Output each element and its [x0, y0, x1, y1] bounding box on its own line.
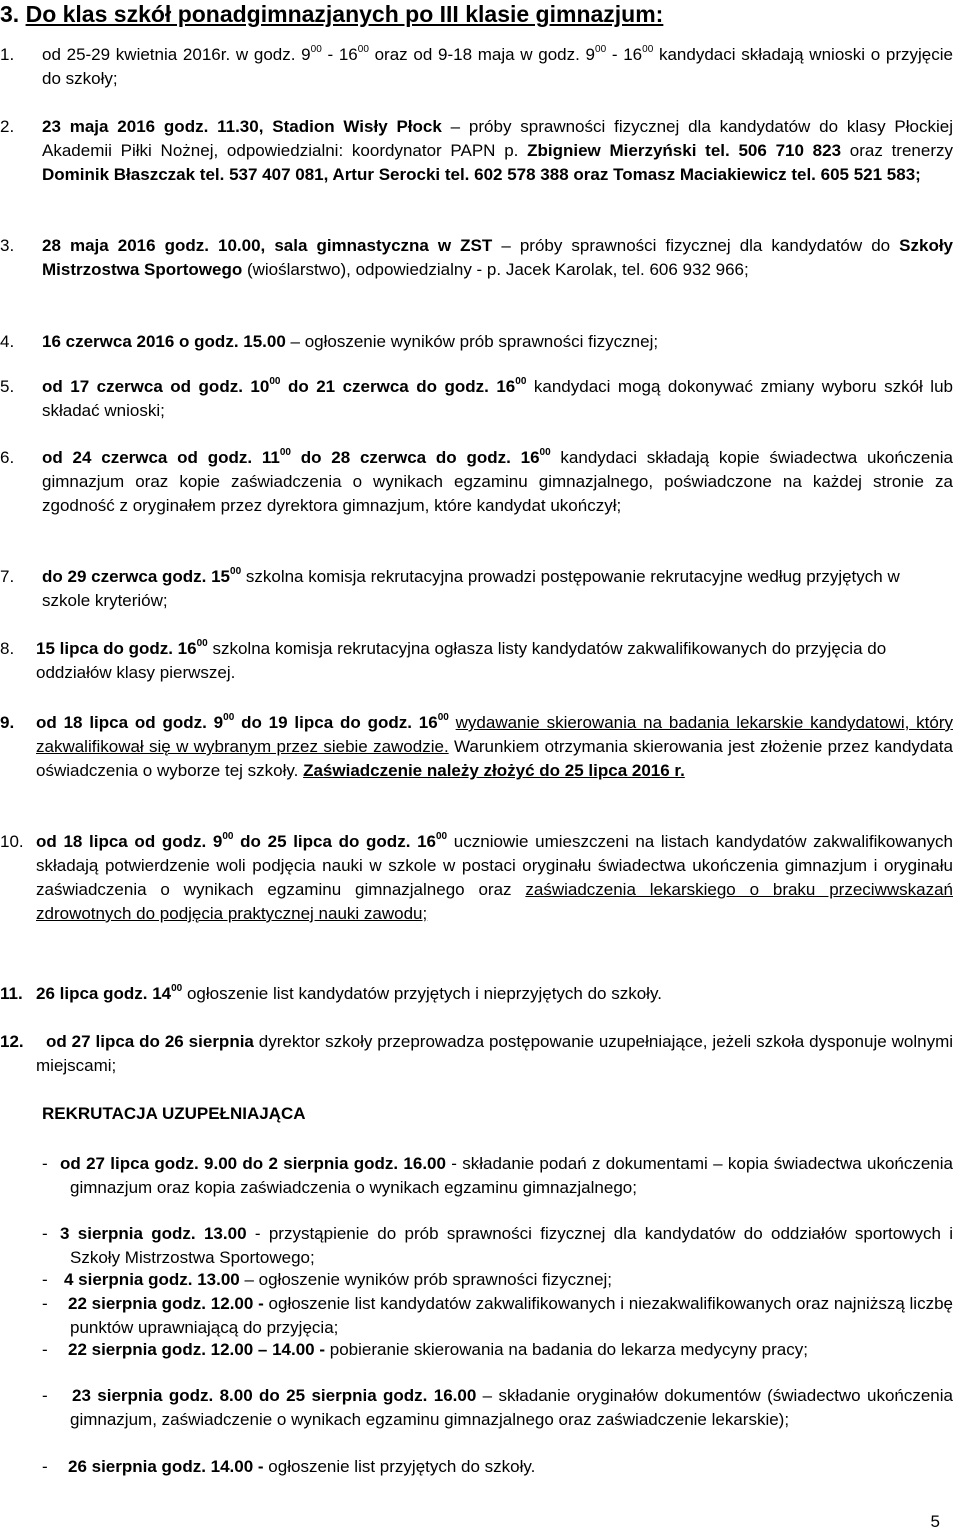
- supplementary-heading: REKRUTACJA UZUPEŁNIAJĄCA: [42, 1104, 306, 1123]
- item-number: 7.: [0, 567, 15, 586]
- section-title: Do klas szkół ponadgimnazjanych po III klasie gimnazjum:: [25, 1, 664, 27]
- item-number: 2.: [0, 117, 15, 136]
- item-number: 8.: [0, 639, 15, 658]
- item-text: od 17 czerwca od godz. $10^{00}$ do 21 czerwca do godz. $16^{00}$ kandydaci mogą dokonywać zmiany wyboru szkół lub składać wnioski;: [42, 376, 953, 420]
- supplementary-item-3: - 4 sierpnia godz. 13.00 – ogłoszenie wyników prób sprawności fizycznej;: [42, 1268, 953, 1292]
- item-number: 5.: [0, 377, 15, 396]
- item-text: 22 sierpnia godz. 12.00 – 14.00 - pobieranie skierowania na badania do lekarza medycyny pracy;: [68, 1340, 808, 1359]
- item-number: 12.: [0, 1032, 24, 1051]
- item-text: 16 czerwca 2016 o godz. 15.00 – ogłoszenie wyników prób sprawności fizycznej;: [42, 332, 659, 351]
- section-number: 3.: [0, 1, 20, 27]
- supplementary-item-4: - 22 sierpnia godz. 12.00 - ogłoszenie list kandydatów zakwalifikowanych i niezakwalifikowanych oraz najniższą liczbę punktów uprawniającą do przyjęcia;: [42, 1292, 953, 1340]
- supplementary-item-2: - 3 sierpnia godz. 13.00 - przystąpienie do prób sprawności fizycznej dla kandydatów do oddziałów sportowych i Szkoły Mistrzostwa Sportowego;: [42, 1222, 953, 1270]
- item-text: od 18 lipca od godz. $9^{00}$ do 25 lipca do godz. $16^{00}$ uczniowie umieszczeni na listach kandydatów zakwalifikowanych składają potwierdzenie woli podjęcia nauki w szkole w postaci oryginału świadectwa ukończenia gimnazjum i oryginału zaświadczenia o wynikach egzaminu gimnazjalnego oraz zaświadczenia lekarskiego o braku przeciwwskazań zdrowotnych do podjęcia praktycznej nauki zawodu;: [36, 831, 953, 923]
- item-text: 28 maja 2016 godz. 10.00, sala gimnastyczna w ZST – próby sprawności fizycznej dla kandydatów do Szkoły Mistrzostwa Sportowego (wioślarstwo), odpowiedzialny - p. Jacek Karolak, tel. 606 932 966;: [42, 236, 954, 279]
- item-text: do 29 czerwca godz. $15^{00}$ szkolna komisja rekrutacyjna prowadzi postępowanie rekrutacyjne według przyjętych w szkole kryteriów;: [42, 566, 900, 610]
- page-number: 5: [930, 1512, 940, 1531]
- section-heading: [0, 0, 960, 28]
- item-number: 4.: [0, 332, 15, 351]
- item-text: 26 sierpnia godz. 14.00 - ogłoszenie list przyjętych do szkoły.: [68, 1457, 536, 1476]
- item-text: 26 lipca godz. $14^{00}$ ogłoszenie list kandydatów przyjętych i nieprzyjętych do szkoły.: [36, 983, 662, 1003]
- item-number: 3.: [0, 236, 15, 255]
- item-text: od 27 lipca do 26 sierpnia dyrektor szkoły przeprowadza postępowanie uzupełniające, jeżeli szkoła dysponuje wolnymi miejscami;: [36, 1032, 954, 1075]
- item-text: od 27 lipca godz. 9.00 do 2 sierpnia godz. 16.00 - składanie podań z dokumentami – kopia świadectwa ukończenia gimnazjum oraz kopia zaświadczenia o wynikach egzaminu gimnazjalnego;: [60, 1154, 953, 1197]
- item-text: 23 maja 2016 godz. 11.30, Stadion Wisły Płock – próby sprawności fizycznej dla kandydatów do klasy Płockiej Akademii Piłki Nożnej, odpowiedzialni: koordynator PAPN p. Zbigniew Mierzyński tel. 506 710 823 oraz trenerzy Dominik Błaszczak tel. 537 407 081, Artur Serocki tel. 602 578 388 oraz Tomasz Maciakiewicz tel. 605 521 583;: [42, 117, 953, 184]
- item-number: 6.: [0, 448, 15, 467]
- item-text: 15 lipca do godz. $16^{00}$ szkolna komisja rekrutacyjna ogłasza listy kandydatów zakwalifikowanych do przyjęcia do oddziałów klasy pierwszej.: [36, 638, 887, 682]
- supplementary-item-1: - od 27 lipca godz. 9.00 do 2 sierpnia godz. 16.00 - składanie podań z dokumentami – kopia świadectwa ukończenia gimnazjum oraz kopia zaświadczenia o wynikach egzaminu gimnazjalnego;: [42, 1152, 953, 1200]
- item-number: 1.: [0, 45, 15, 64]
- item-text: 3 sierpnia godz. 13.00 - przystąpienie do prób sprawności fizycznej dla kandydatów do oddziałów sportowych i Szkoły Mistrzostwa Sportowego;: [60, 1224, 953, 1267]
- supplementary-item-7: - 26 sierpnia godz. 14.00 - ogłoszenie list przyjętych do szkoły.: [42, 1455, 953, 1479]
- item-text: 23 sierpnia godz. 8.00 do 25 sierpnia godz. 16.00 – składanie oryginałów dokumentów (świadectwo ukończenia gimnazjum, zaświadczenie o wynikach egzaminu gimnazjalnego oraz zaświadczenie lekarskie);: [70, 1386, 953, 1429]
- item-text: 22 sierpnia godz. 12.00 - ogłoszenie list kandydatów zakwalifikowanych i niezakwalifikowanych oraz najniższą liczbę punktów uprawniającą do przyjęcia;: [68, 1294, 953, 1337]
- item-number: 10.: [0, 832, 24, 851]
- item-text: od 25-29 kwietnia 2016r. w godz. $9^{00} - 16^{00}$ oraz od 9-18 maja w godz. $9^{00} - 16^{00}$ kandydaci składają wnioski o przyjęcie do szkoły;: [42, 44, 953, 88]
- supplementary-item-5: - 22 sierpnia godz. 12.00 – 14.00 - pobieranie skierowania na badania do lekarza medycyny pracy;: [42, 1338, 953, 1362]
- item-text: od 24 czerwca od godz. $11^{00}$ do 28 czerwca do godz. $16^{00}$ kandydaci składają kopie świadectwa ukończenia gimnazjum oraz kopie zaświadczenia o wynikach egzaminu gimnazjalnego, poświadczone na każdej stronie za zgodność z oryginałem przez dyrektora gimnazjum, które kandydat ukończył;: [42, 447, 953, 515]
- item-number: 9.: [0, 713, 15, 732]
- item-text: 4 sierpnia godz. 13.00 – ogłoszenie wyników prób sprawności fizycznej;: [64, 1270, 613, 1289]
- item-text: od 18 lipca od godz. $9^{00}$ do 19 lipca do godz. $16^{00}$ wydawanie skierowania na badania lekarskie kandydatowi, który zakwalifikował się w wybranym przez siebie zawodzie. Warunkiem otrzymania skierowania jest złożenie przez kandydata oświadczenia o wyborze tej szkoły. Zaświadczenie należy złożyć do 25 lipca 2016 r.: [36, 712, 954, 780]
- supplementary-item-6: - 23 sierpnia godz. 8.00 do 25 sierpnia godz. 16.00 – składanie oryginałów dokumentów (świadectwo ukończenia gimnazjum, zaświadczenie o wynikach egzaminu gimnazjalnego oraz zaświadczenie lekarskie);: [42, 1384, 953, 1432]
- item-number: 11.: [0, 984, 23, 1003]
